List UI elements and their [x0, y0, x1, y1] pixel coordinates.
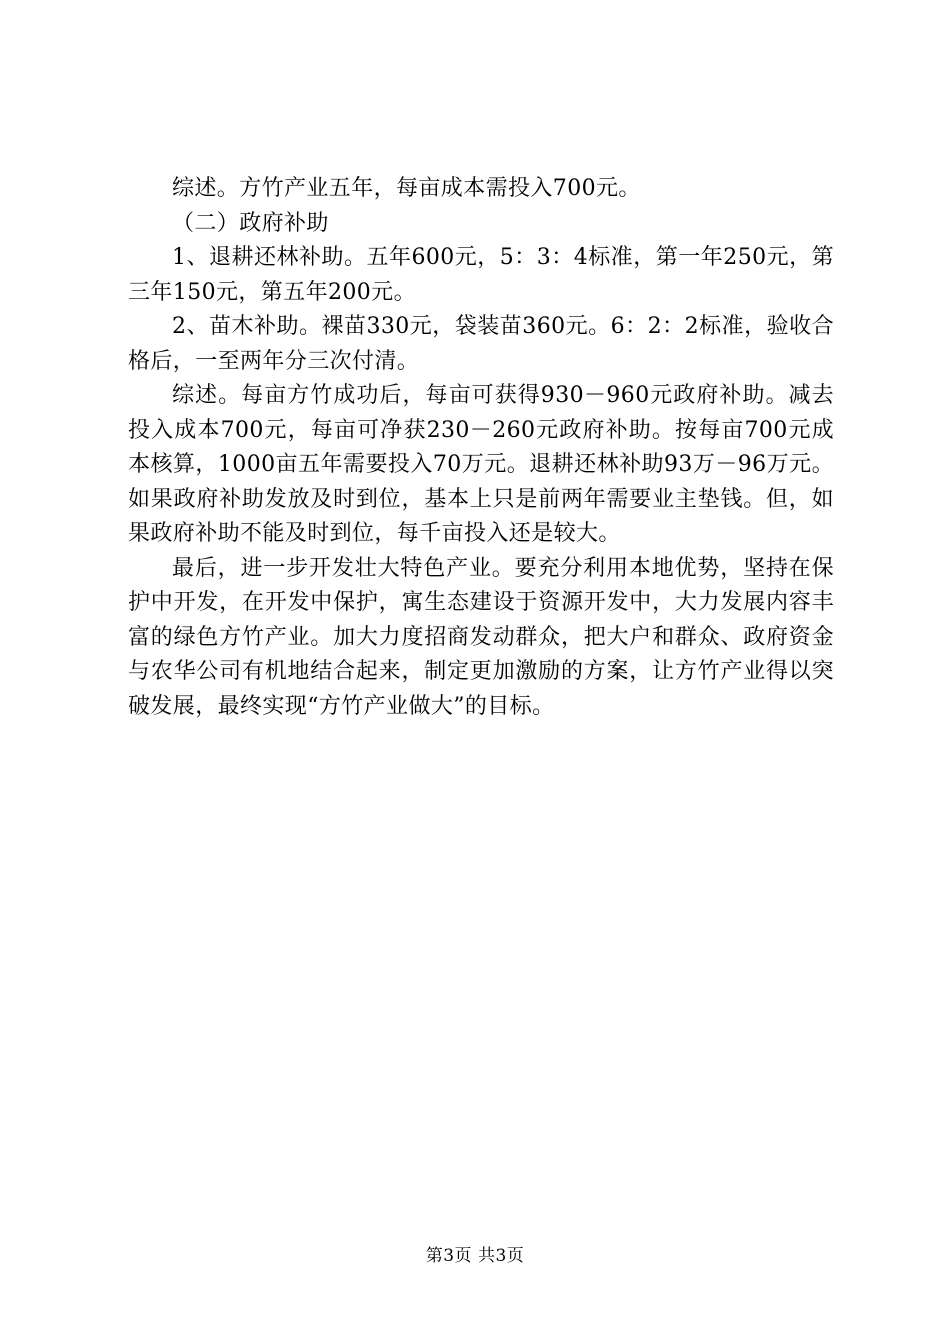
paragraph-seedling-subsidy: 2、苗木补助。裸苗330元，袋装苗360元。6：2：2标准，验收合格后，一至两年分三次付清。	[128, 314, 834, 374]
section-heading-government-subsidy: （二）政府补助	[172, 210, 329, 236]
conclusion-paragraph: 最后，进一步开发壮大特色产业。要充分利用本地优势，坚持在保护中开发，在开发中保护，寓生态建设于资源开发中，大力发展内容丰富的绿色方竹产业。加大力度招商发动群众，把大户和群众、政府资金与农华公司有机地结合起来，制定更加激励的方案，让方竹产业得以突破发展，最终实现“方竹产业做大”的目标。	[128, 555, 834, 719]
page-footer: 第3页 共3页	[425, 1246, 525, 1266]
summary-paragraph-cost: 综述。方竹产业五年，每亩成本需投入700元。	[172, 176, 641, 201]
document-body	[128, 172, 834, 724]
summary-paragraph-subsidy: 综述。每亩方竹成功后，每亩可获得930－960元政府补助。减去投入成本700元，每亩可净获230－260元政府补助。按每亩700元成本核算，1000亩五年需要投入70万元。退耕还林补助93万－96万元。如果政府补助发放及时到位，基本上只是前两年需要业主垫钱。但，如果政府补助不能及时到位，每千亩投入还是较大。	[128, 383, 834, 546]
paragraph-reforestation-subsidy: 1、退耕还林补助。五年600元，5：3：4标准，第一年250元，第三年150元，第五年200元。	[128, 245, 834, 305]
